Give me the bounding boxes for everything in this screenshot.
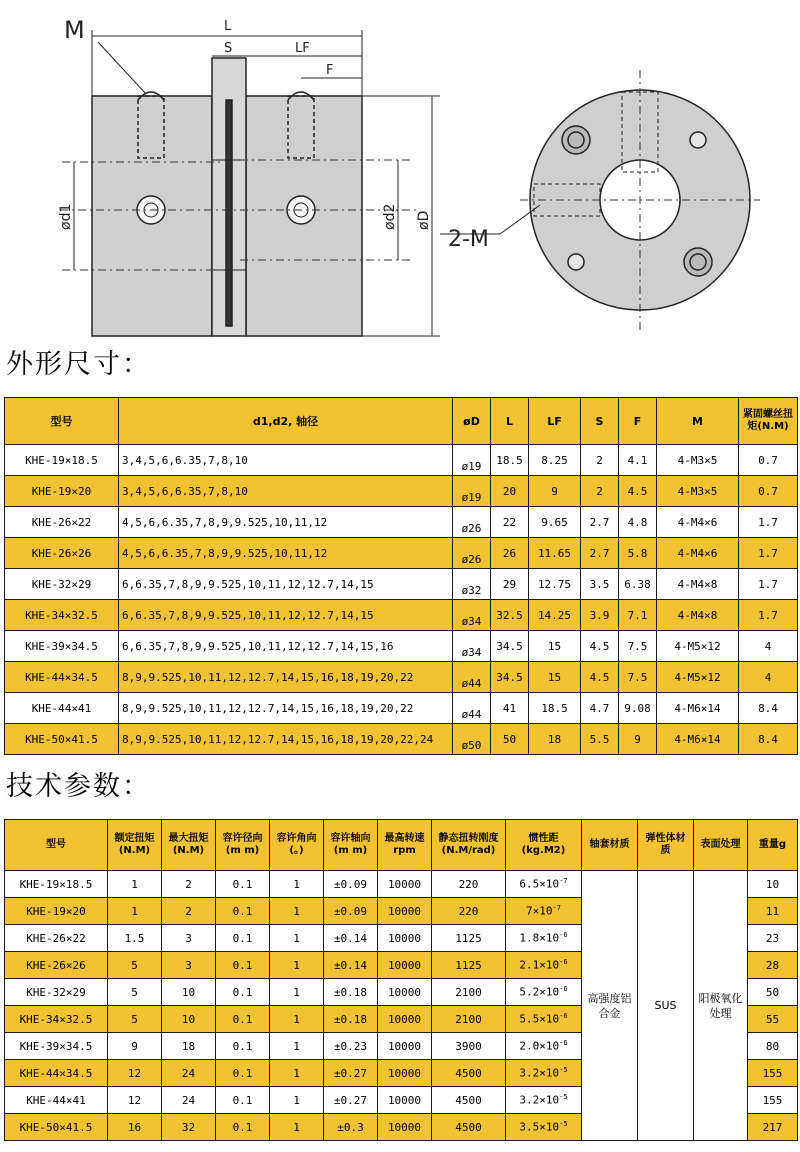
- header-L: L: [491, 398, 529, 445]
- cell-D: ø19: [453, 445, 491, 476]
- cell-model: KHE-19×20: [5, 476, 119, 507]
- cell-bore: 6,6.35,7,8,9,9.525,10,11,12,12.7,14,15,16: [119, 631, 453, 662]
- cell-LF: 9.65: [529, 507, 581, 538]
- inertia-base: 7×10: [526, 904, 553, 918]
- spec-cell-weight: 155: [748, 1060, 798, 1087]
- spec-cell-rated: 1: [108, 871, 162, 898]
- cell-L: 18.5: [491, 445, 529, 476]
- dimensions-row: [5, 724, 798, 755]
- spec-cell-radial: 0.1: [216, 1060, 270, 1087]
- inertia-exponent: -5: [559, 1093, 568, 1102]
- spec-cell-model: KHE-19×18.5: [5, 871, 108, 898]
- spec-cell-model: KHE-32×29: [5, 979, 108, 1006]
- cell-model: KHE-32×29: [5, 569, 119, 600]
- spec-cell-rated: 12: [108, 1087, 162, 1114]
- cell-D: ø26: [453, 538, 491, 569]
- label-d2: ød2: [382, 203, 398, 230]
- spec-cell-model: KHE-44×41: [5, 1087, 108, 1114]
- spec-cell-rpm: 10000: [378, 871, 432, 898]
- dimensions-row: [5, 693, 798, 724]
- cell-torque: 8.4: [739, 724, 798, 755]
- spec-cell-radial: 0.1: [216, 1114, 270, 1141]
- cell-torque: 8.4: [739, 693, 798, 724]
- inertia-exponent: -5: [559, 1066, 568, 1075]
- cell-torque: 4: [739, 631, 798, 662]
- inertia-exponent: -6: [559, 1012, 568, 1021]
- spec-cell-rated: 1: [108, 898, 162, 925]
- spec-cell-radial: 0.1: [216, 952, 270, 979]
- inertia-base: 2.0×10: [519, 1039, 560, 1053]
- cell-S: 2.7: [581, 507, 619, 538]
- spec-cell-weight: 11: [748, 898, 798, 925]
- header-S: S: [581, 398, 619, 445]
- spec-cell-max: 3: [162, 952, 216, 979]
- spec-cell-angular: 1: [270, 1114, 324, 1141]
- cell-L: 34.5: [491, 662, 529, 693]
- spec-cell-inertia: [506, 925, 582, 952]
- cell-M: 4-M4×6: [657, 507, 739, 538]
- cell-D: ø34: [453, 631, 491, 662]
- label-m: M: [64, 16, 85, 44]
- spec-cell-radial: 0.1: [216, 871, 270, 898]
- spec-cell-stiffness: 4500: [432, 1060, 506, 1087]
- cell-torque: 1.7: [739, 538, 798, 569]
- spec-header-axial: 容许轴向(m m): [324, 820, 378, 871]
- cell-bore: 8,9,9.525,10,11,12,12.7,14,15,16,18,19,20,22: [119, 693, 453, 724]
- inertia-base: 2.1×10: [519, 958, 560, 972]
- spec-cell-rpm: 10000: [378, 979, 432, 1006]
- header-bore: d1,d2, 轴径: [119, 398, 453, 445]
- spec-cell-max: 3: [162, 925, 216, 952]
- dimensions-row: [5, 569, 798, 600]
- spec-cell-max: 10: [162, 979, 216, 1006]
- spec-cell-rpm: 10000: [378, 1114, 432, 1141]
- cell-LF: 9: [529, 476, 581, 507]
- spec-cell-model: KHE-19×20: [5, 898, 108, 925]
- cell-torque: 1.7: [739, 507, 798, 538]
- spec-cell-stiffness: 220: [432, 898, 506, 925]
- spec-cell-angular: 1: [270, 1033, 324, 1060]
- spec-cell-axial: ±0.09: [324, 898, 378, 925]
- spec-cell-weight: 155: [748, 1087, 798, 1114]
- spec-cell-stiffness: 1125: [432, 925, 506, 952]
- cell-bore: 4,5,6,6.35,7,8,9,9.525,10,11,12: [119, 538, 453, 569]
- cell-torque: 0.7: [739, 476, 798, 507]
- spec-cell-angular: 1: [270, 1006, 324, 1033]
- spec-cell-inertia: [506, 952, 582, 979]
- cell-D: ø32: [453, 569, 491, 600]
- header-LF: LF: [529, 398, 581, 445]
- cell-F: 7.5: [619, 662, 657, 693]
- cell-bore: 3,4,5,6,6.35,7,8,10: [119, 476, 453, 507]
- cell-model: KHE-26×22: [5, 507, 119, 538]
- spec-header-rated-torque: 额定扭矩(N.M): [108, 820, 162, 871]
- spec-cell-model: KHE-34×32.5: [5, 1006, 108, 1033]
- cell-model: KHE-44×34.5: [5, 662, 119, 693]
- spec-cell-inertia: [506, 1087, 582, 1114]
- spec-cell-model: KHE-39×34.5: [5, 1033, 108, 1060]
- side-view: [92, 58, 362, 336]
- inertia-exponent: -7: [552, 904, 561, 913]
- section-title-specs: 技术参数：: [6, 771, 151, 802]
- spec-cell-model: KHE-26×22: [5, 925, 108, 952]
- spec-cell-inertia: [506, 1033, 582, 1060]
- cell-L: 32.5: [491, 600, 529, 631]
- spec-cell-rpm: 10000: [378, 952, 432, 979]
- spec-header-radial: 容许径向(m m): [216, 820, 270, 871]
- spec-header-angular: 容许角向(。): [270, 820, 324, 871]
- inertia-exponent: -6: [559, 985, 568, 994]
- spec-header-inertia: 惯性距(kg.M2): [506, 820, 582, 871]
- spec-cell-max: 24: [162, 1060, 216, 1087]
- cell-bore: 8,9,9.525,10,11,12,12.7,14,15,16,18,19,20,22: [119, 662, 453, 693]
- header-M: M: [657, 398, 739, 445]
- spec-cell-angular: 1: [270, 1060, 324, 1087]
- header-screw-torque: 紧固螺丝扭矩(N.M): [739, 398, 798, 445]
- cell-bore: 3,4,5,6,6.35,7,8,10: [119, 445, 453, 476]
- dimensions-row: [5, 662, 798, 693]
- inertia-base: 6.5×10: [519, 877, 560, 891]
- spec-cell-rpm: 10000: [378, 925, 432, 952]
- spec-cell-rpm: 10000: [378, 1060, 432, 1087]
- section-title-dimensions: 外形尺寸：: [6, 349, 151, 380]
- spec-cell-axial: ±0.27: [324, 1060, 378, 1087]
- spec-cell-max: 24: [162, 1087, 216, 1114]
- header-model: 型号: [5, 398, 119, 445]
- spec-cell-radial: 0.1: [216, 898, 270, 925]
- dimensions-row: [5, 600, 798, 631]
- header-F: F: [619, 398, 657, 445]
- cell-LF: 11.65: [529, 538, 581, 569]
- cell-model: KHE-34×32.5: [5, 600, 119, 631]
- spec-cell-rated: 12: [108, 1060, 162, 1087]
- cell-model: KHE-26×26: [5, 538, 119, 569]
- coupling-drawing: [0, 0, 800, 345]
- dimensions-table: [4, 397, 798, 755]
- spec-cell-model: KHE-44×34.5: [5, 1060, 108, 1087]
- cell-M: 4-M4×8: [657, 569, 739, 600]
- cell-bore: 8,9,9.525,10,11,12,12.7,14,15,16,18,19,20,22,24: [119, 724, 453, 755]
- specs-header-row: [5, 820, 798, 871]
- specs-table: [4, 819, 798, 1141]
- spec-cell-max: 18: [162, 1033, 216, 1060]
- cell-F: 4.5: [619, 476, 657, 507]
- spec-cell-max: 32: [162, 1114, 216, 1141]
- cell-D: ø26: [453, 507, 491, 538]
- cell-torque: 4: [739, 662, 798, 693]
- cell-S: 4.7: [581, 693, 619, 724]
- spec-cell-rated: 1.5: [108, 925, 162, 952]
- spec-cell-weight: 23: [748, 925, 798, 952]
- dimensions-row: [5, 538, 798, 569]
- cell-M: 4-M3×5: [657, 445, 739, 476]
- spec-cell-stiffness: 2100: [432, 979, 506, 1006]
- spec-cell-rated: 5: [108, 952, 162, 979]
- spec-header-stiffness: 静态扭转刚度(N.M/rad): [432, 820, 506, 871]
- spec-cell-axial: ±0.18: [324, 1006, 378, 1033]
- cell-S: 3.9: [581, 600, 619, 631]
- spec-cell-weight: 217: [748, 1114, 798, 1141]
- spec-header-rpm: 最高转速rpm: [378, 820, 432, 871]
- cell-M: 4-M3×5: [657, 476, 739, 507]
- dimensions-header-row: [5, 398, 798, 445]
- spec-cell-rated: 16: [108, 1114, 162, 1141]
- spec-cell-rpm: 10000: [378, 1033, 432, 1060]
- spec-cell-stiffness: 220: [432, 871, 506, 898]
- cell-bore: 6,6.35,7,8,9,9.525,10,11,12,12.7,14,15: [119, 600, 453, 631]
- cell-S: 2: [581, 445, 619, 476]
- cell-model: KHE-39×34.5: [5, 631, 119, 662]
- spec-cell-stiffness: 4500: [432, 1114, 506, 1141]
- spec-cell-rpm: 10000: [378, 898, 432, 925]
- inertia-exponent: -5: [559, 1120, 568, 1129]
- cell-F: 9: [619, 724, 657, 755]
- spec-cell-axial: ±0.3: [324, 1114, 378, 1141]
- cell-F: 4.1: [619, 445, 657, 476]
- cell-bore: 4,5,6,6.35,7,8,9,9.525,10,11,12: [119, 507, 453, 538]
- cell-L: 22: [491, 507, 529, 538]
- label-f: F: [326, 63, 334, 78]
- cell-M: 4-M6×14: [657, 693, 739, 724]
- cell-LF: 15: [529, 662, 581, 693]
- label-l: L: [224, 19, 232, 34]
- spec-cell-model: KHE-50×41.5: [5, 1114, 108, 1141]
- spec-cell-model: KHE-26×26: [5, 952, 108, 979]
- spec-cell-inertia: [506, 1006, 582, 1033]
- cell-torque: 1.7: [739, 569, 798, 600]
- spec-header-weight: 重量g: [748, 820, 798, 871]
- spec-cell-weight: 10: [748, 871, 798, 898]
- spec-cell-stiffness: 4500: [432, 1087, 506, 1114]
- spec-cell-inertia: [506, 1060, 582, 1087]
- cell-F: 9.08: [619, 693, 657, 724]
- spec-header-elastomer: 弹性体材质: [638, 820, 694, 871]
- cell-L: 20: [491, 476, 529, 507]
- spec-cell-angular: 1: [270, 979, 324, 1006]
- inertia-base: 3.2×10: [519, 1093, 560, 1107]
- cell-L: 41: [491, 693, 529, 724]
- cell-S: 4.5: [581, 631, 619, 662]
- header-D: øD: [453, 398, 491, 445]
- inertia-base: 1.8×10: [519, 931, 560, 945]
- cell-M: 4-M4×8: [657, 600, 739, 631]
- spec-cell-rpm: 10000: [378, 1006, 432, 1033]
- cell-D: ø44: [453, 693, 491, 724]
- cell-torque: 1.7: [739, 600, 798, 631]
- cell-LF: 12.75: [529, 569, 581, 600]
- inertia-base: 5.2×10: [519, 985, 560, 999]
- label-d: øD: [416, 210, 432, 230]
- cell-M: 4-M5×12: [657, 631, 739, 662]
- spec-cell-inertia: [506, 979, 582, 1006]
- cell-M: 4-M6×14: [657, 724, 739, 755]
- spec-cell-radial: 0.1: [216, 1033, 270, 1060]
- cell-M: 4-M5×12: [657, 662, 739, 693]
- inertia-base: 5.5×10: [519, 1012, 560, 1026]
- cell-L: 29: [491, 569, 529, 600]
- spec-cell-axial: ±0.14: [324, 925, 378, 952]
- cell-D: ø50: [453, 724, 491, 755]
- spec-cell-weight: 50: [748, 979, 798, 1006]
- cell-LF: 15: [529, 631, 581, 662]
- cell-L: 50: [491, 724, 529, 755]
- spec-cell-rated: 5: [108, 1006, 162, 1033]
- spec-cell-axial: ±0.09: [324, 871, 378, 898]
- spec-header-hub-material: 轴套材质: [582, 820, 638, 871]
- spec-cell-radial: 0.1: [216, 979, 270, 1006]
- spec-header-max-torque: 最大扭矩(N.M): [162, 820, 216, 871]
- cell-S: 5.5: [581, 724, 619, 755]
- inertia-exponent: -6: [559, 931, 568, 940]
- cell-F: 4.8: [619, 507, 657, 538]
- cell-F: 6.38: [619, 569, 657, 600]
- cell-S: 4.5: [581, 662, 619, 693]
- spec-cell-max: 2: [162, 871, 216, 898]
- spec-cell-angular: 1: [270, 871, 324, 898]
- spec-cell-inertia: [506, 1114, 582, 1141]
- cell-S: 2: [581, 476, 619, 507]
- spec-cell-weight: 28: [748, 952, 798, 979]
- spec-cell-rated: 5: [108, 979, 162, 1006]
- spec-cell-axial: ±0.23: [324, 1033, 378, 1060]
- label-d1: ød1: [58, 203, 74, 230]
- spec-cell-rpm: 10000: [378, 1087, 432, 1114]
- label-2m: 2-M: [448, 227, 489, 252]
- merged-elastomer: SUS: [638, 871, 694, 1141]
- spec-cell-axial: ±0.18: [324, 979, 378, 1006]
- inertia-base: 3.5×10: [519, 1120, 560, 1134]
- cell-D: ø19: [453, 476, 491, 507]
- spec-cell-weight: 80: [748, 1033, 798, 1060]
- label-lf: LF: [295, 41, 310, 56]
- spec-cell-inertia: [506, 898, 582, 925]
- dimensions-row: [5, 476, 798, 507]
- spec-cell-max: 10: [162, 1006, 216, 1033]
- spec-header-model: 型号: [5, 820, 108, 871]
- spec-header-surface: 表面处理: [694, 820, 748, 871]
- cell-S: 3.5: [581, 569, 619, 600]
- cell-LF: 18.5: [529, 693, 581, 724]
- dimensions-row: [5, 445, 798, 476]
- dimensions-row: [5, 631, 798, 662]
- spec-cell-radial: 0.1: [216, 925, 270, 952]
- cell-model: KHE-44×41: [5, 693, 119, 724]
- cell-M: 4-M4×6: [657, 538, 739, 569]
- spec-cell-stiffness: 1125: [432, 952, 506, 979]
- inertia-exponent: -6: [559, 958, 568, 967]
- cell-bore: 6,6.35,7,8,9,9.525,10,11,12,12.7,14,15: [119, 569, 453, 600]
- spec-cell-axial: ±0.27: [324, 1087, 378, 1114]
- inertia-exponent: -6: [559, 1039, 568, 1048]
- spec-cell-radial: 0.1: [216, 1087, 270, 1114]
- cell-L: 26: [491, 538, 529, 569]
- inertia-base: 3.2×10: [519, 1066, 560, 1080]
- specs-row: [5, 871, 798, 898]
- spec-cell-angular: 1: [270, 1087, 324, 1114]
- cell-LF: 8.25: [529, 445, 581, 476]
- spec-cell-stiffness: 3900: [432, 1033, 506, 1060]
- cell-S: 2.7: [581, 538, 619, 569]
- spec-cell-weight: 55: [748, 1006, 798, 1033]
- cell-model: KHE-50×41.5: [5, 724, 119, 755]
- cell-F: 5.8: [619, 538, 657, 569]
- inertia-exponent: -7: [559, 877, 568, 886]
- spec-cell-axial: ±0.14: [324, 952, 378, 979]
- spec-cell-angular: 1: [270, 925, 324, 952]
- spec-cell-rated: 9: [108, 1033, 162, 1060]
- cell-D: ø44: [453, 662, 491, 693]
- cell-F: 7.1: [619, 600, 657, 631]
- dimensions-row: [5, 507, 798, 538]
- cell-LF: 14.25: [529, 600, 581, 631]
- cell-LF: 18: [529, 724, 581, 755]
- merged-hub-material: 高强度铝合金: [582, 871, 638, 1141]
- label-s: S: [224, 41, 233, 56]
- cell-L: 34.5: [491, 631, 529, 662]
- cell-model: KHE-19×18.5: [5, 445, 119, 476]
- merged-surface: 阳极氧化处理: [694, 871, 748, 1141]
- spec-cell-inertia: [506, 871, 582, 898]
- spec-cell-max: 2: [162, 898, 216, 925]
- cell-torque: 0.7: [739, 445, 798, 476]
- spec-cell-angular: 1: [270, 952, 324, 979]
- cell-F: 7.5: [619, 631, 657, 662]
- cell-D: ø34: [453, 600, 491, 631]
- spec-cell-stiffness: 2100: [432, 1006, 506, 1033]
- spec-cell-angular: 1: [270, 898, 324, 925]
- spec-cell-radial: 0.1: [216, 1006, 270, 1033]
